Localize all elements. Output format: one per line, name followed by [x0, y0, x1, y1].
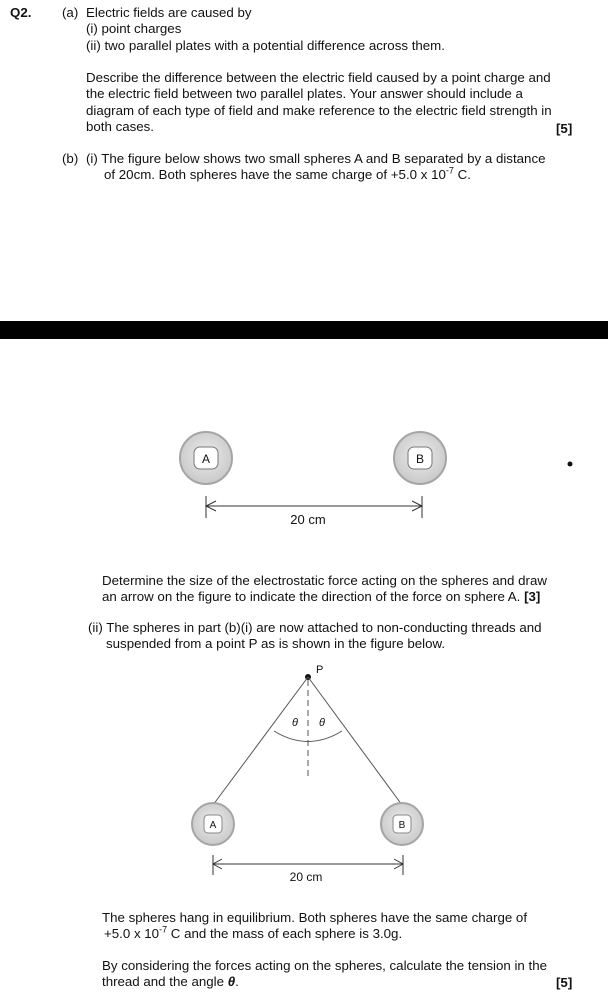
part-a-intro: Electric fields are caused by: [86, 5, 252, 20]
part-a-paragraph-line: the electric field between two parallel plates. Your answer should include a: [86, 86, 523, 101]
stray-dot: [568, 462, 573, 467]
part-a-paragraph-line: Describe the difference between the electric field caused by a point charge and: [86, 70, 551, 85]
equilibrium-line1: The spheres hang in equilibrium. Both spheres have the same charge of: [102, 910, 528, 925]
part-a-item-ii: (ii) two parallel plates with a potential difference across them.: [86, 38, 445, 53]
part-b-i-line1: (i) The figure below shows two small spheres A and B separated by a distance: [86, 151, 546, 166]
theta-right: θ: [319, 717, 325, 729]
distance-label: 20 cm: [290, 512, 326, 527]
part-b-ii-line2: suspended from a point P as is shown in the figure below.: [106, 636, 446, 651]
figure-2: [192, 664, 423, 884]
sphere-b-label: B: [415, 452, 425, 466]
final-marks: [5]: [556, 975, 573, 990]
part-b-i-line2: of 20cm. Both spheres have the same charge of +5.0 x $10^{-7}$ C.: [104, 165, 471, 182]
figure-1: [180, 432, 573, 527]
determine-line2: an arrow on the figure to indicate the direction of the force on sphere A. [3]: [102, 589, 541, 604]
point-p-label: P: [316, 664, 324, 676]
part-b-ii-line1: (ii) The spheres in part (b)(i) are now attached to non-conducting threads and: [88, 620, 542, 635]
sphere-a-label: A: [209, 820, 217, 831]
part-a-label: (a): [62, 5, 79, 20]
final-line2: thread and the angle θ.: [102, 974, 239, 989]
determine-marks: [3]: [524, 589, 541, 604]
part-a-paragraph-line: both cases.: [86, 119, 155, 134]
sphere-a-label: A: [201, 452, 211, 466]
sphere-b-label: B: [398, 820, 406, 831]
question-number: Q2.: [10, 5, 32, 20]
part-a-marks: [5]: [556, 121, 573, 136]
part-b-label: (b): [62, 151, 79, 166]
part-a-item-i: (i) point charges: [86, 21, 182, 36]
determine-line1: Determine the size of the electrostatic force acting on the spheres and draw: [102, 573, 547, 588]
equilibrium-line2: +5.0 x $10^{-7}$ C and the mass of each sphere is 3.0g.: [104, 924, 403, 941]
theta-left: θ: [292, 717, 298, 729]
distance-label: 20 cm: [289, 870, 323, 884]
final-line1: By considering the forces acting on the spheres, calculate the tension in the: [102, 958, 547, 973]
thread-right: [308, 677, 402, 805]
part-a-paragraph-line: diagram of each type of field and make reference to the electric field strength in: [86, 103, 552, 118]
thread-left: [213, 677, 308, 805]
